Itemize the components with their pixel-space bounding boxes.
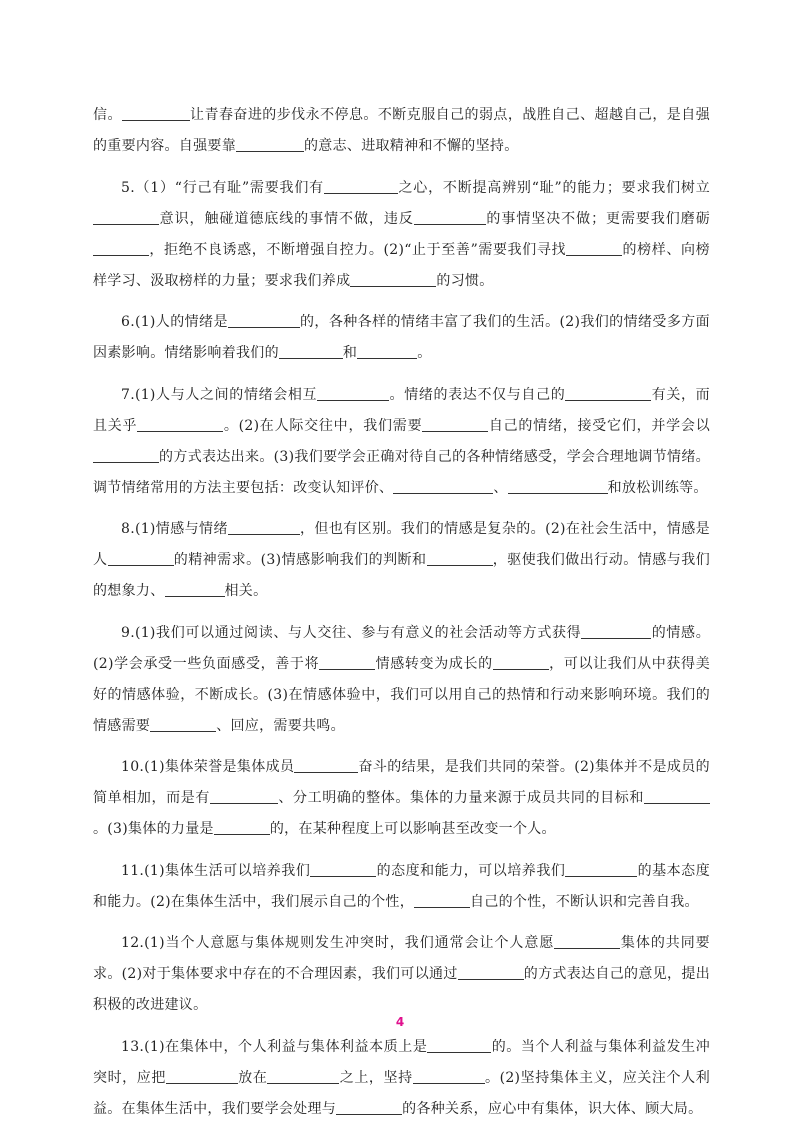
paragraph-text: 自己的情绪，接受它们，并学会以 — [488, 417, 711, 434]
paragraph-text: 的态度和能力，可以培养我们 — [376, 862, 566, 879]
paragraph — [93, 514, 710, 607]
fill-in-blank[interactable] — [279, 343, 343, 359]
fill-in-blank[interactable] — [357, 343, 417, 359]
paragraph-text: 的各种关系，应心中有集体，识大体、顾大局。 — [402, 1100, 703, 1117]
paragraph-text: 的方式表达出来。(3)我们要学会正确对待自己的各种情绪感受，学会合理地调节情绪。调节情绪常用的方法主要包括：改变认知评价、 — [93, 448, 710, 496]
paragraph-text: 有关，而且关乎 — [93, 386, 710, 434]
fill-in-blank[interactable] — [122, 105, 190, 121]
paragraph-text: 、 — [493, 479, 508, 496]
document-body — [93, 100, 710, 1135]
paragraph-text: 的意志、进取精神和不懈的坚持。 — [304, 138, 519, 154]
paragraph-text: 。(2)在人际交往中，我们需要 — [223, 417, 423, 434]
fill-in-blank[interactable] — [93, 240, 149, 256]
paragraph-text: ，拒绝不良诱惑，不断增强自控力。(2)“止于至善”需要我们寻找 — [149, 241, 567, 258]
fill-in-blank[interactable] — [644, 788, 710, 804]
fill-in-blank[interactable] — [228, 519, 300, 535]
fill-in-blank[interactable] — [317, 385, 389, 401]
fill-in-blank[interactable] — [336, 1099, 402, 1115]
fill-in-blank[interactable] — [565, 385, 651, 401]
paragraph-text: 。 — [417, 345, 432, 361]
paragraph-text: ，可以让我们从中获得美好的情感体验，不断成长。(3)在情感体验中，我们可以用自己的热情和行动来影响环境。我们的情感需要 — [93, 655, 710, 734]
paragraph — [93, 928, 710, 1021]
fill-in-blank[interactable] — [554, 933, 620, 949]
paragraph — [93, 752, 710, 845]
paragraph-text: 。(3)集体的力量是 — [93, 821, 214, 837]
paragraph-text: 信。 — [93, 107, 122, 123]
fill-in-blank[interactable] — [310, 861, 376, 877]
paragraph-text: 相关。 — [224, 583, 268, 599]
paragraph-text: 的精神需求。(3)情感影响我们的判断和 — [173, 552, 427, 568]
fill-in-blank[interactable] — [228, 312, 300, 328]
paragraph-text: 的情感。(2)学会承受一些负面感受，善于将 — [93, 624, 711, 672]
fill-in-blank[interactable] — [319, 654, 375, 670]
paragraph-text: 自己的个性，不断认识和完善自我。 — [470, 893, 699, 910]
paragraph-text: 集体的共同要求。(2)对于集体要求中存在的不合理因素，我们可以通过 — [93, 935, 710, 982]
paragraph-text: 的事情坚决不做；更需要我们磨砺 — [485, 210, 711, 227]
paragraph-text: 的榜样、向榜样学习、汲取榜样的力量；要求我们养成 — [93, 241, 710, 289]
paragraph-text: 意识，触碰道德底线的事情不做，违反 — [159, 210, 414, 227]
paragraph-text: 8.(1)情感与情绪 — [121, 521, 228, 537]
paragraph-text: 5.（1）“行己有耻”需要我们有 — [121, 179, 324, 196]
fill-in-blank[interactable] — [565, 861, 637, 877]
paragraph-text: 的。当个人利益与集体利益发生冲突时，应把 — [93, 1038, 710, 1086]
fill-in-blank[interactable] — [93, 209, 159, 225]
fill-in-blank[interactable] — [236, 136, 304, 152]
paragraph — [93, 307, 710, 369]
paragraph-text: ，但也有区别。我们的情感是复杂的。(2)在社会生活中，情感是人 — [93, 521, 710, 568]
fill-in-blank[interactable] — [566, 240, 622, 256]
fill-in-blank[interactable] — [493, 654, 549, 670]
fill-in-blank[interactable] — [93, 447, 159, 463]
fill-in-blank[interactable] — [214, 819, 270, 835]
paragraph — [93, 380, 710, 504]
fill-in-blank[interactable] — [427, 550, 493, 566]
paragraph-text: 的，各种各样的情绪丰富了我们的生活。(2)我们的情绪受多方面因素影响。情绪影响着我们的 — [93, 314, 710, 361]
paragraph — [93, 856, 710, 918]
paragraph-text: 让青春奋进的步伐永不停息。不断克服自己的弱点，战胜自己、超越自己，是自强的重要内容。自强要靠 — [93, 107, 710, 154]
paragraph-text: 13.(1)在集体中，个人利益与集体利益本质上是 — [121, 1038, 428, 1055]
fill-in-blank[interactable] — [137, 416, 223, 432]
paragraph-text: 7.(1)人与人之间的情绪会相互 — [121, 386, 318, 403]
fill-in-blank[interactable] — [108, 550, 174, 566]
paragraph-text: 10.(1)集体荣誉是集体成员 — [121, 759, 295, 775]
fill-in-blank[interactable] — [166, 1068, 238, 1084]
paragraph-text: 和放松训练等。 — [607, 479, 708, 496]
fill-in-blank[interactable] — [413, 1068, 485, 1084]
paragraph-text: ，驱使我们做出行动。情感与我们的想象力、 — [93, 552, 710, 599]
paragraph-text: 和 — [342, 345, 358, 361]
paragraph-text: 、分工明确的整体。集体的力量来源于成员共同的目标和 — [278, 790, 644, 806]
paragraph — [93, 1032, 710, 1125]
fill-in-blank[interactable] — [508, 478, 608, 494]
fill-in-blank[interactable] — [150, 716, 216, 732]
fill-in-blank[interactable] — [414, 892, 470, 908]
paragraph-text: 的，在某种程度上可以影响甚至改变一个人。 — [269, 821, 556, 837]
fill-in-blank[interactable] — [427, 1037, 491, 1053]
fill-in-blank[interactable] — [581, 623, 651, 639]
paragraph-text: 放在 — [237, 1069, 268, 1086]
paragraph-text: 之心，不断提高辨别“耻”的能力；要求我们树立 — [397, 179, 710, 196]
paragraph-text: 12.(1)当个人意愿与集体规则发生冲突时，我们通常会让个人意愿 — [121, 935, 555, 951]
fill-in-blank[interactable] — [165, 581, 225, 597]
paragraph-text: 。情绪的表达不仅与自己的 — [389, 386, 566, 403]
fill-in-blank[interactable] — [458, 964, 524, 980]
paragraph-text: 之上，坚持 — [339, 1069, 413, 1086]
paragraph-text: 、回应，需要共鸣。 — [216, 717, 345, 734]
fill-in-blank[interactable] — [294, 757, 358, 773]
paragraph-text: 的基本态度和能力。(2)在集体生活中，我们展示自己的个性， — [93, 862, 711, 910]
paragraph-text: 情感转变为成长的 — [375, 655, 493, 672]
fill-in-blank[interactable] — [210, 788, 278, 804]
paragraph-text: 11.(1)集体生活可以培养我们 — [121, 862, 311, 879]
fill-in-blank[interactable] — [422, 416, 488, 432]
fill-in-blank[interactable] — [414, 209, 486, 225]
paragraph — [93, 173, 710, 297]
paragraph-text: 9.(1)我们可以通过阅读、与人交往、参与有意义的社会活动等方式获得 — [121, 624, 582, 641]
paragraph-text: 奋斗的结果，是我们共同的荣誉。(2)集体并不是成员的简单相加，而是有 — [93, 759, 710, 806]
paragraph — [93, 618, 710, 742]
fill-in-blank[interactable] — [324, 178, 398, 194]
paragraph-text: 的习惯。 — [436, 272, 494, 289]
paragraph-text: 。(2)坚持集体主义，应关注个人利益。在集体生活中，我们要学会处理与 — [93, 1069, 711, 1117]
paragraph-text: 的方式表达自己的意见，提出积极的改进建议。 — [93, 966, 710, 1013]
page-number: 4 — [395, 1015, 405, 1029]
fill-in-blank[interactable] — [350, 271, 436, 287]
paragraph-text: 6.(1)人的情绪是 — [121, 314, 228, 330]
fill-in-blank[interactable] — [393, 478, 493, 494]
fill-in-blank[interactable] — [267, 1068, 339, 1084]
paragraph — [93, 100, 710, 162]
